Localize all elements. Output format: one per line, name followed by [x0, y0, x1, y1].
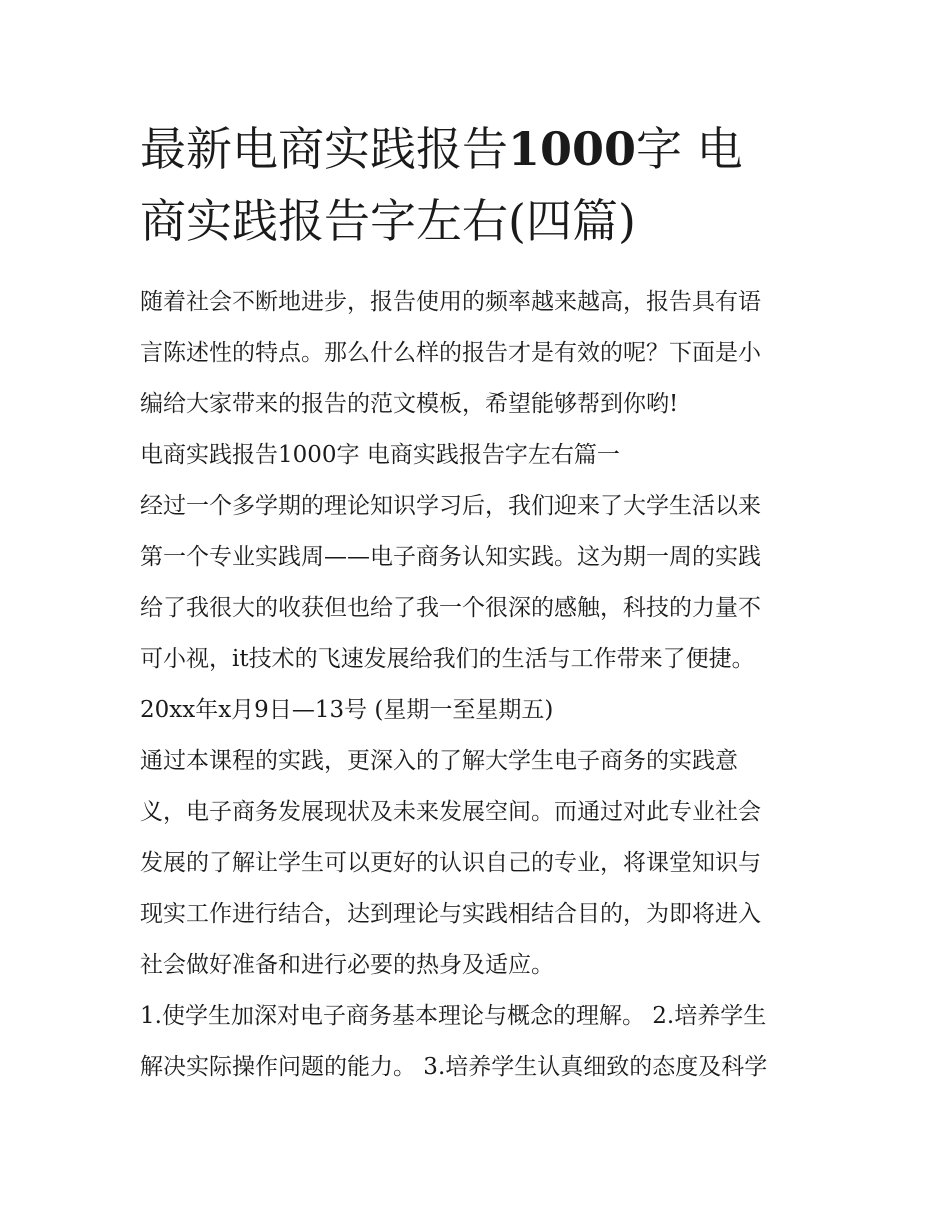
- text-line: 义，电子商务发展现状及未来发展空间。而通过对此专业社会: [140, 799, 761, 825]
- section-heading: [140, 430, 812, 481]
- goals-paragraph: [140, 991, 812, 1093]
- text-line: 解决实际操作问题的能力。 3.培养学生认真细致的态度及科学: [140, 1054, 768, 1080]
- date-line: [140, 685, 812, 736]
- text-line: 编给大家带来的报告的范文模板，希望能够帮到你哟!: [140, 391, 679, 417]
- document-title: [140, 113, 812, 257]
- intro-paragraph: [140, 277, 812, 430]
- text-line: 电商实践报告1000字 电商实践报告字左右篇一: [140, 442, 620, 468]
- title-line-2: 商实践报告字左右(四篇): [140, 194, 636, 248]
- document-content: [140, 113, 812, 1093]
- text-line: 第一个专业实践周——电子商务认知实践。这为期一周的实践: [140, 544, 761, 570]
- title-line-1: 最新电商实践报告1000字 电: [140, 122, 743, 176]
- body-paragraph: [140, 481, 812, 685]
- text-line: 1.使学生加深对电子商务基本理论与概念的理解。 2.培养学生: [140, 1003, 767, 1029]
- text-line: 20xx年x月9日—13号 (星期一至星期五): [140, 697, 554, 723]
- text-line: 可小视，it技术的飞速发展给我们的生活与工作带来了便捷。: [140, 646, 755, 672]
- title-number: 1000: [508, 122, 637, 176]
- text-line: 通过本课程的实践，更深入的了解大学生电子商务的实践意: [140, 748, 738, 774]
- text-line: 给了我很大的收获但也给了我一个很深的感触，科技的力量不: [140, 595, 761, 621]
- text-line: 随着社会不断地进步，报告使用的频率越来越高，报告具有语: [140, 289, 761, 315]
- document-body: [140, 277, 812, 1093]
- text-line: 发展的了解让学生可以更好的认识自己的专业，将课堂知识与: [140, 850, 761, 876]
- text-line: 现实工作进行结合，达到理论与实践相结合目的，为即将进入: [140, 901, 761, 927]
- body-paragraph: [140, 736, 812, 991]
- text-line: 社会做好准备和进行必要的热身及适应。: [140, 952, 554, 978]
- text-line: 经过一个多学期的理论知识学习后，我们迎来了大学生活以来: [140, 493, 761, 519]
- text-line: 言陈述性的特点。那么什么样的报告才是有效的呢？下面是小: [140, 340, 761, 366]
